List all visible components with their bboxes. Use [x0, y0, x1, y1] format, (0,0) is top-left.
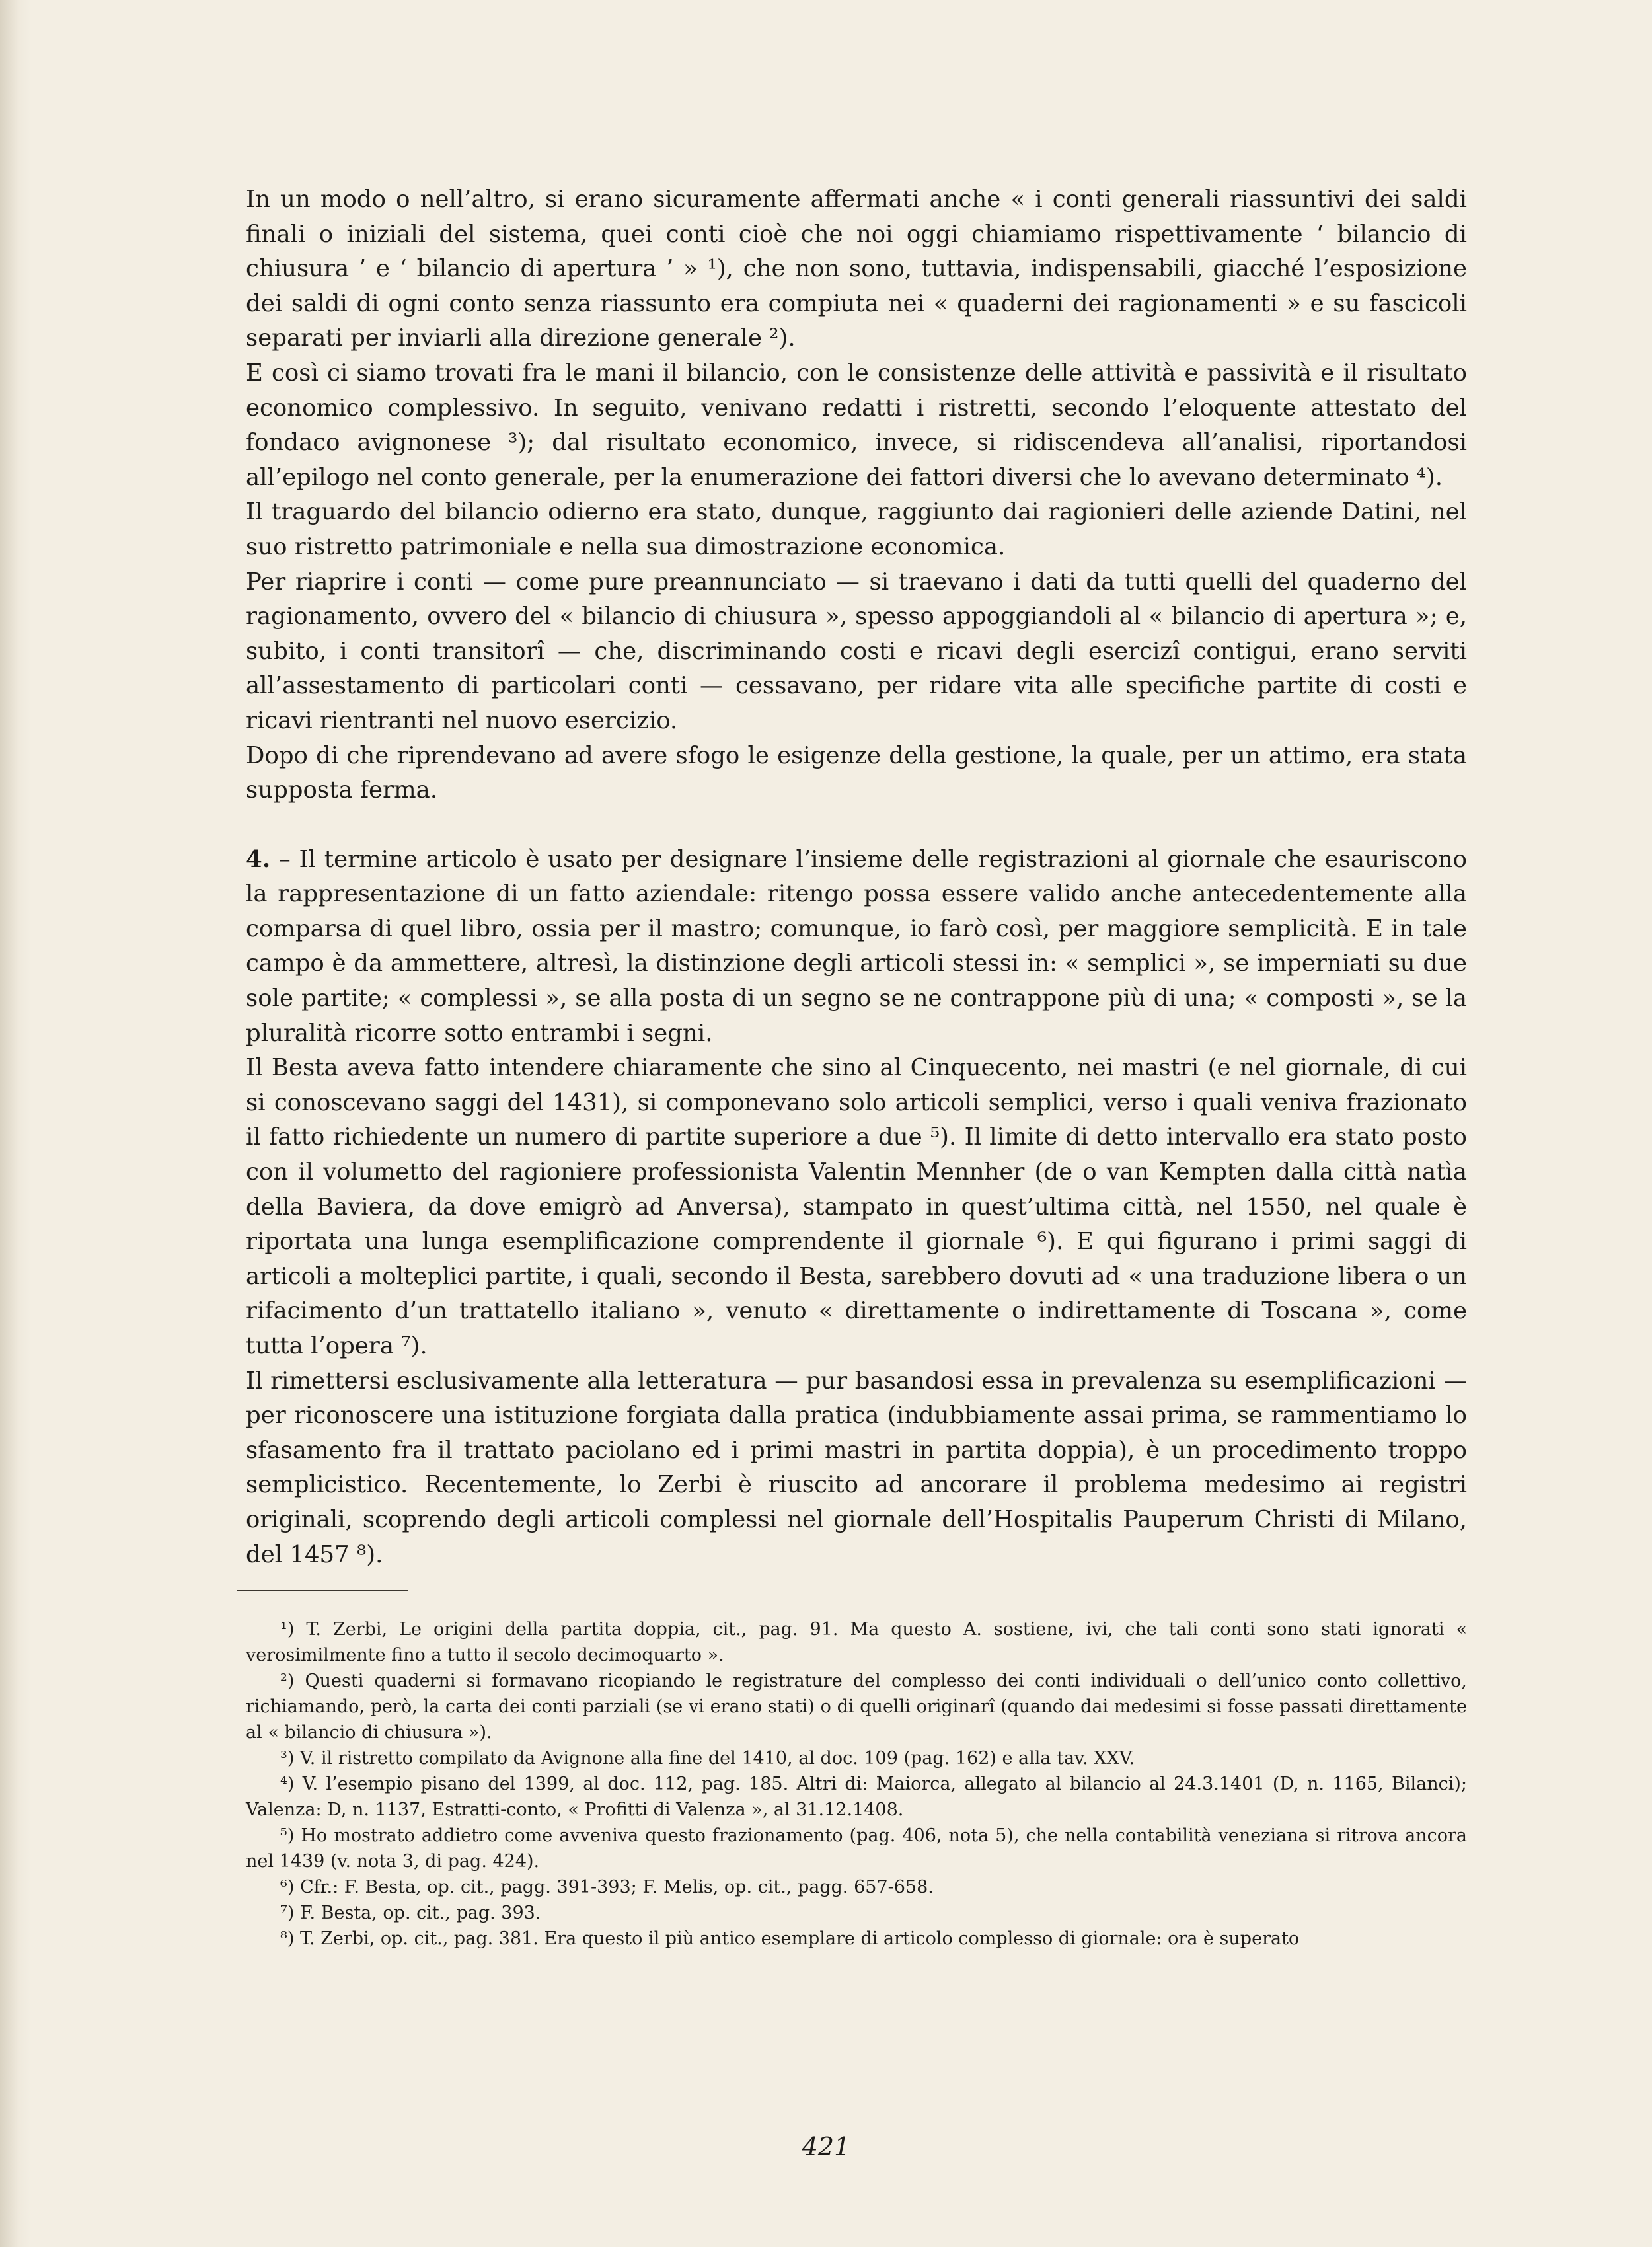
- section-4-paragraph: [246, 843, 1467, 1051]
- binding-gutter: [0, 0, 30, 2247]
- footnote: ⁷) F. Besta, op. cit., pag. 393.: [280, 1903, 541, 1923]
- paragraph: In un modo o nell’altro, si erano sicuramente affermati anche « i conti generali riassuntivi dei saldi finali o iniziali del sistema, quei conti cioè che noi oggi chiamiamo rispettivamente ‘ bilancio di chiusura ’ e ‘ bilancio di apertura ’ » ¹), che non sono, tuttavia, indispensabili, giacché l’esposizione dei saldi di ogni conto senza riassunto era compiuta nei « quaderni dei ragionamenti » e su fascicoli separati per inviarli alla direzione generale ²).: [246, 186, 1467, 352]
- footnote: ¹) T. Zerbi, Le origini della partita doppia, cit., pag. 91. Ma questo A. sostiene, ivi, che tali conti sono stati ignorati « verosimilmente fino a tutto il secolo decimoquarto ».: [246, 1619, 1467, 1665]
- footnotes: [246, 1617, 1467, 1952]
- footnote: ²) Questi quaderni si formavano ricopiando le registrature del complesso dei conti individuali o dell’unico conto collettivo, richiamando, però, la carta dei conti parziali (se vi erano stati) o di quelli originarî (quando dai medesimi si fosse passati direttamente al « bilancio di chiusura »).: [246, 1671, 1467, 1743]
- footnote: ⁸) T. Zerbi, op. cit., pag. 381. Era questo il più antico esemplare di articolo complesso di giornale: ora è superato: [280, 1928, 1300, 1949]
- page-number: 421: [802, 2132, 850, 2161]
- paragraph: Dopo di che riprendevano ad avere sfogo le esigenze della gestione, la quale, per un attimo, era stata supposta ferma.: [246, 742, 1467, 804]
- footnote: ⁴) V. l’esempio pisano del 1399, al doc. 112, pag. 185. Altri di: Maiorca, allegato al bilancio al 24.3.1401 (D, n. 1165, Bilanci); Valenza: D, n. 1137, Estratti-conto, « Profitti di Valenza », al 31.12.1408.: [246, 1774, 1467, 1820]
- section-4-text: – Il termine articolo è usato per designare l’insieme delle registrazioni al giornale che esauriscono la rappresentazione di un fatto aziendale: ritengo possa essere valido anche antecedentemente alla comparsa di quel libro, ossia per il mastro; comunque, io farò così, per maggiore semplicità. E in tale campo è da ammettere, altresì, la distinzione degli articoli stessi in: « semplici », se imperniati su due sole partite; « complessi », se alla posta di un segno se ne contrappone più di una; « composti », se la pluralità ricorre sotto entrambi i segni.: [246, 845, 1467, 1047]
- footnote: ⁵) Ho mostrato addietro come avveniva questo frazionamento (pag. 406, nota 5), che nella contabilità veneziana si ritrova ancora nel 1439 (v. nota 3, di pag. 424).: [246, 1825, 1467, 1872]
- paragraph: Il traguardo del bilancio odierno era stato, dunque, raggiunto dai ragionieri delle aziende Datini, nel suo ristretto patrimoniale e nella sua dimostrazione economica.: [246, 498, 1467, 560]
- section-gap: [246, 808, 1467, 843]
- paragraph: Il rimettersi esclusivamente alla letteratura — pur basandosi essa in prevalenza su esemplificazioni — per riconoscere una istituzione forgiata dalla pratica (indubbiamente assai prima, se rammentiamo lo sfasamento fra il trattato paciolano ed i primi mastri in partita doppia), è un procedimento troppo semplicistico. Recentemente, lo Zerbi è riuscito ad ancorare il problema medesimo ai registri originali, scoprendo degli articoli complessi nel giornale dell’Hospitalis Pauperum Christi di Milano, del 1457 ⁸).: [246, 1367, 1467, 1568]
- paragraph: Il Besta aveva fatto intendere chiaramente che sino al Cinquecento, nei mastri (e nel giornale, di cui si conoscevano saggi del 1431), si componevano solo articoli semplici, verso i quali veniva frazionato il fatto richiedente un numero di partite superiore a due ⁵). Il limite di detto intervallo era stato posto con il volumetto del ragioniere professionista Valentin Mennher (de o van Kempten dalla città natìa della Baviera, da dove emigrò ad Anversa), stampato in quest’ultima città, nel 1550, nel quale è riportata una lunga esemplificazione comprendente il giornale ⁶). E qui figurano i primi saggi di articoli a molteplici partite, i quali, secondo il Besta, sarebbero dovuti ad « una traduzione libera o un rifacimento d’un trattatello italiano », venuto « direttamente o indirettamente di Toscana », come tutta l’opera ⁷).: [246, 1054, 1467, 1359]
- footnote: ³) V. il ristretto compilato da Avignone alla fine del 1410, al doc. 109 (pag. 162) e alla tav. XXV.: [280, 1748, 1135, 1769]
- footnote: ⁶) Cfr.: F. Besta, op. cit., pagg. 391-393; F. Melis, op. cit., pagg. 657-658.: [280, 1877, 934, 1897]
- section-number: 4.: [246, 845, 271, 873]
- footnote-rule: [237, 1590, 408, 1591]
- main-text: [246, 182, 1467, 1572]
- paragraph: E così ci siamo trovati fra le mani il bilancio, con le consistenze delle attività e passività e il risultato economico complessivo. In seguito, venivano redatti i ristretti, secondo l’eloquente attestato del fondaco avignonese ³); dal risultato economico, invece, si ridiscendeva all’analisi, riportandosi all’epilogo nel conto generale, per la enumerazione dei fattori diversi che lo avevano determinato ⁴).: [246, 359, 1467, 491]
- paragraph: Per riaprire i conti — come pure preannunciato — si traevano i dati da tutti quelli del quaderno del ragionamento, ovvero del « bilancio di chiusura », spesso appoggiandoli al « bilancio di apertura »; e, subito, i conti transitorî — che, discriminando costi e ricavi degli esercizî contigui, erano serviti all’assestamento di particolari conti — cessavano, per ridare vita alle specifiche partite di costi e ricavi rientranti nel nuovo esercizio.: [246, 568, 1467, 734]
